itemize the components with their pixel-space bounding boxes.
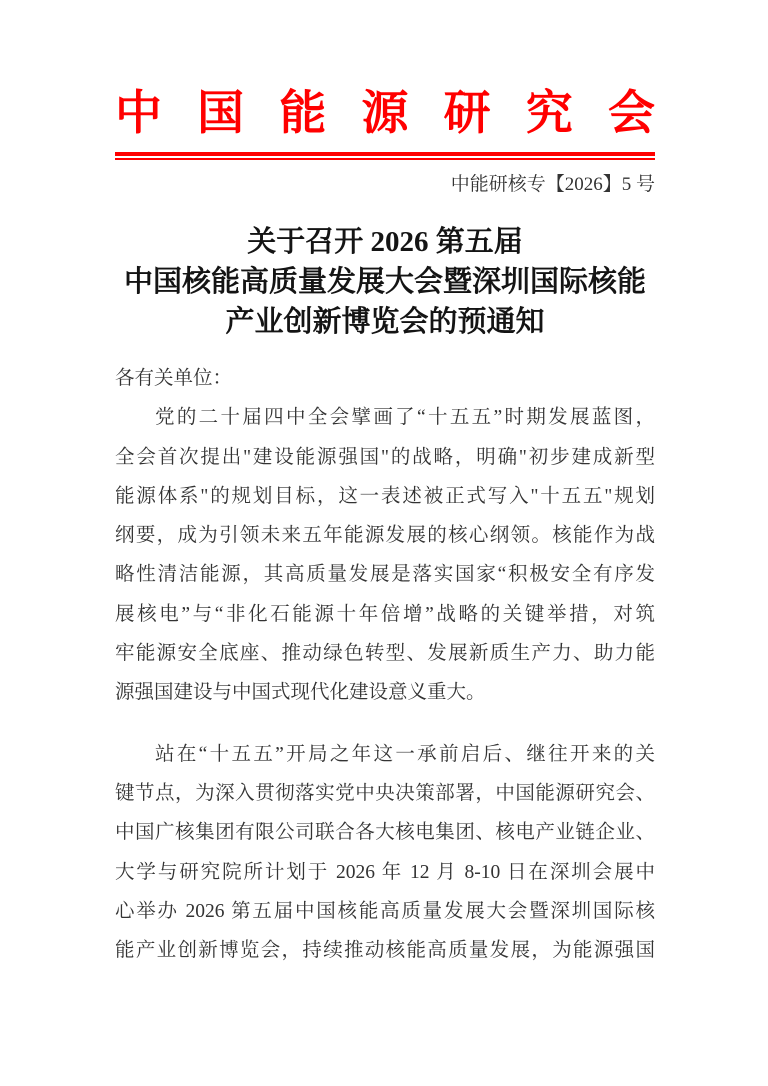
org-name-char: 国 (197, 88, 245, 140)
body-line: 略性清洁能源，其高质量发展是落实国家“积极安全有序发 (115, 564, 655, 586)
body-line: 键节点，为深入贯彻落实党中央决策部署，中国能源研究会、 (115, 782, 655, 804)
body-line: 站在“十五五”开局之年这一承前启后、继往开来的关 (155, 743, 655, 765)
body-line: 纲要，成为引领未来五年能源发展的核心纲领。核能作为战 (115, 525, 655, 547)
body-line: 展核电”与“非化石能源十年倍增”战略的关键举措，对筑 (115, 603, 655, 625)
body-line: 全会首次提出"建设能源强国"的战略，明确"初步建成新型 (115, 446, 655, 468)
title-line-1: 关于召开 2026 第五届 (247, 226, 523, 258)
body-line: 能产业创新博览会，持续推动核能高质量发展，为能源强国 (115, 940, 655, 962)
body-line: 能源体系"的规划目标，这一表述被正式写入"十五五"规划 (115, 485, 655, 507)
org-name-char: 源 (361, 88, 409, 140)
title-line-3: 产业创新博览会的预通知 (225, 306, 545, 338)
body-line: 源强国建设与中国式现代化建设意义重大。 (115, 682, 486, 704)
body-line: 党的二十届四中全会擘画了“十五五”时期发展蓝图， (155, 407, 655, 429)
org-name-char: 究 (525, 88, 573, 140)
body-line: 大学与研究院所计划于 2026 年 12 月 8-10 日在深圳会展中 (115, 861, 655, 883)
body-line: 心举办 2026 第五届中国核能高质量发展大会暨深圳国际核 (115, 900, 655, 922)
org-name-char: 会 (607, 88, 655, 140)
org-name-char: 能 (279, 88, 327, 140)
body-line: 中国广核集团有限公司联合各大核电集团、核电产业链企业、 (115, 822, 655, 844)
org-name-char: 研 (443, 88, 491, 140)
letterhead-org-name (115, 90, 655, 140)
title-line-2: 中国核能高质量发展大会暨深圳国际核能 (123, 266, 646, 298)
body-line: 牢能源安全底座、推动绿色转型、发展新质生产力、助力能 (115, 643, 655, 665)
document-title (115, 222, 655, 342)
document-number: 中能研核专【2026】5 号 (450, 174, 655, 195)
org-name-char: 中 (115, 88, 162, 140)
salutation: 各有关单位： (115, 368, 233, 389)
body-text (115, 398, 655, 970)
letterhead-divider (115, 152, 655, 160)
